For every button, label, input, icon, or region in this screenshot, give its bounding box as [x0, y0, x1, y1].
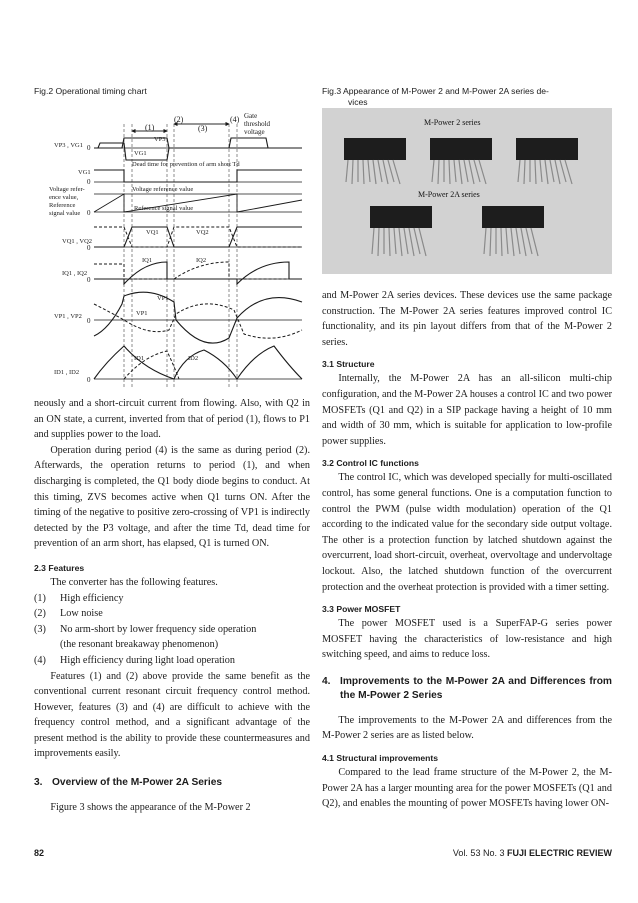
right-column	[322, 288, 612, 812]
row5-zero: 0	[87, 276, 91, 284]
page-number: 82	[34, 848, 45, 858]
iq-axis-label: IQ1 , IQ2	[62, 270, 88, 277]
voltage-reference-label: Voltage reference value	[132, 186, 194, 193]
section-4-title: Improvements to the M-Power 2A and Differences from the M-Power 2 Series	[340, 675, 612, 701]
vp1-upper-label: VP1	[157, 295, 169, 302]
section-3-2-heading: 3.2 Control IC functions	[322, 458, 419, 469]
row7-zero: 0	[87, 376, 91, 384]
mpower2-devices	[344, 138, 578, 184]
section-3-number: 3.	[34, 777, 43, 789]
left-paragraph-1: neously and a short-circuit current from flowing. Also, with Q2 in an ON state, a current, inverted from that of period (1), flows to P1 and supplies power to the load.	[34, 398, 310, 441]
row6-zero: 0	[87, 317, 91, 325]
vq2-label: VQ2	[196, 229, 209, 236]
timing-chart	[34, 104, 312, 390]
id-axis-label: ID1 , ID2	[54, 369, 80, 376]
right-paragraph-5: The improvements to the M-Power 2A and differences from the M-Power 2 series are as listed below.	[322, 714, 612, 742]
vref-label-2: ence value,	[49, 194, 79, 201]
vg1-square-waveform	[94, 170, 302, 182]
iq1-waveform	[94, 262, 302, 284]
left-paragraph-2: Operation during period (4) is the same as during period (2). Afterwards, the operation returns to period (1), and when discharging is completed, the Q1 body diode begins to conduct. At this timing, ZVS becomes active when Q1 turns ON. After the timing of the negative to positive zero-crossing of VP1 is indirectly detected by the P3 voltage, and after the time Td, dead time for prevention of an arm short, has elapsed, Q1 is turned ON.	[34, 444, 310, 550]
right-paragraph-4: The power MOSFET used is a SuperFAP-G series power MOSFET having the characteristics of low-resistance and high switching speed, and aims to reduce loss.	[322, 618, 612, 661]
feature-item-1	[34, 591, 310, 607]
gate-label: Gate	[244, 112, 258, 120]
feature-item-3-cont	[34, 637, 310, 653]
journal-title: FUJI ELECTRIC REVIEW	[506, 848, 612, 858]
feature-num-4: (4)	[34, 654, 46, 666]
vp3-waveform	[94, 138, 302, 148]
right-paragraph-2: Internally, the M-Power 2A has an all-silicon multi-chip configuration, and the M-Power 2A houses a control IC and two power MOSFETs (Q1 and Q2) in a SIP package having a height of 10 mm and width of 30 mm, which is suitable for application to low-profile power supplies.	[322, 373, 612, 447]
section-3-1-heading: 3.1 Structure	[322, 359, 375, 370]
section-3-heading	[34, 776, 310, 790]
vp1-lower-label: VP1	[136, 310, 148, 317]
left-paragraph-4: Features (1) and (2) above provide the same benefit as the conventional current resonant circuit frequency control method. However, features (3) and (4) are difficult to achieve with the frequency control method, and a significant advantage of the present method is the ability to provide these countermeasures and improvements easily.	[34, 670, 310, 760]
feature-item-2	[34, 606, 310, 622]
vq-axis-label: VQ1 , VQ2	[62, 238, 93, 245]
fig3-photo	[322, 108, 612, 274]
section-4-number: 4.	[322, 675, 331, 687]
period-1-label: (1)	[145, 123, 155, 132]
mpower2a-devices	[370, 206, 544, 256]
fig2-caption: Fig.2 Operational timing chart	[34, 86, 147, 96]
left-paragraph-5: Figure 3 shows the appearance of the M-Power 2	[50, 802, 251, 814]
iq2-label: IQ2	[196, 257, 207, 264]
id1-waveform	[94, 346, 302, 379]
vp-axis-label: VP1 , VP2	[54, 313, 82, 320]
section-3-3-heading: 3.3 Power MOSFET	[322, 604, 401, 615]
period-4-label: (4)	[230, 115, 240, 124]
vp1-waveform	[94, 292, 302, 343]
period-2-label: (2)	[174, 115, 184, 124]
id1-label: ID1	[134, 355, 145, 362]
fig3-caption	[322, 86, 612, 108]
photo-label-bottom: M-Power 2A series	[418, 190, 480, 199]
journal-info	[453, 848, 612, 858]
row3-zero: 0	[87, 209, 91, 217]
section-4-heading	[322, 675, 612, 703]
left-column	[34, 396, 310, 816]
right-paragraph-3: The control IC, which was developed specially for multi-oscillated control, has some general functions. One is a computation function to control the PWM (pulse width modulation) operation of the Q1 according to the indicated value for the secondary side output voltage. The other is a protection function by latched shutdown against the overcurrent, load short-circuit, overheat, overvoltage and undervoltage lockout. Also, the latched shutdown function of the overcurrent protection and the overheat protection is provided with a timer setting.	[322, 472, 612, 593]
fig3-caption-line2: vices	[348, 97, 368, 107]
period-3-label: (3)	[198, 124, 208, 133]
row4-zero: 0	[87, 244, 91, 252]
vp3-label: VP3	[154, 136, 166, 143]
vref-label-4: signal value	[49, 210, 81, 217]
section-3-title: Overview of the M-Power 2A Series	[52, 777, 223, 789]
journal-volume: Vol. 53 No. 3	[452, 848, 505, 858]
features-intro: The converter has the following features.	[50, 576, 218, 588]
right-paragraph-6: Compared to the lead frame structure of the M-Power 2, the M-Power 2A has a larger mounting area for the power MOSFETs (Q1 and Q2), and enables the mounting of power MOSFETs having lower ON-	[322, 767, 612, 810]
feature-num-2: (2)	[34, 608, 46, 620]
section-2-3-heading: 2.3 Features	[34, 562, 85, 573]
threshold-label: threshold	[244, 120, 271, 128]
fig3-caption-line1: Fig.3 Appearance of M-Power 2 and M-Power 2A series de-	[322, 86, 549, 96]
vg1-waveform	[94, 143, 302, 160]
vref-label-1: Voltage refer-	[49, 186, 85, 193]
vp3-vg1-axis-label: VP3 , VG1	[54, 142, 83, 149]
right-paragraph-1: and M-Power 2A series devices. These devices use the same package construction. The M-Power 2A series features improved control IC functionality, and its pin layout differs from that of the M-Power 2 series.	[322, 290, 612, 348]
vg1-row-label: VG1	[78, 169, 91, 176]
feature-num-3: (3)	[34, 623, 46, 635]
deadtime-label: Dead time for prevention of arm short Td	[132, 161, 240, 168]
feature-num-1: (1)	[34, 592, 46, 604]
feature-text-1: High efficiency	[60, 592, 124, 604]
voltage-label: voltage	[244, 128, 265, 136]
feature-text-3b: (the resonant breakaway phenomenon)	[60, 639, 219, 651]
vg1-label: VG1	[134, 150, 147, 157]
vq1-label: VQ1	[146, 229, 159, 236]
row1-zero: 0	[87, 144, 91, 152]
photo-label-top: M-Power 2 series	[424, 118, 481, 127]
section-4-1-heading: 4.1 Structural improvements	[322, 753, 439, 764]
reference-signal-label: Reference signal value	[134, 205, 194, 212]
feature-text-3: No arm-short by lower frequency side operation	[60, 623, 257, 635]
reference-signal-ramp	[94, 194, 302, 212]
feature-item-3	[34, 622, 310, 638]
iq1-label: IQ1	[142, 257, 153, 264]
feature-item-4	[34, 653, 310, 669]
row2-zero: 0	[87, 178, 91, 186]
feature-text-4: High efficiency during light load operation	[60, 654, 235, 666]
id2-label: ID2	[188, 355, 199, 362]
vref-label-3: Reference	[49, 202, 76, 209]
feature-text-2: Low noise	[60, 608, 103, 620]
vp2-waveform	[94, 304, 302, 338]
